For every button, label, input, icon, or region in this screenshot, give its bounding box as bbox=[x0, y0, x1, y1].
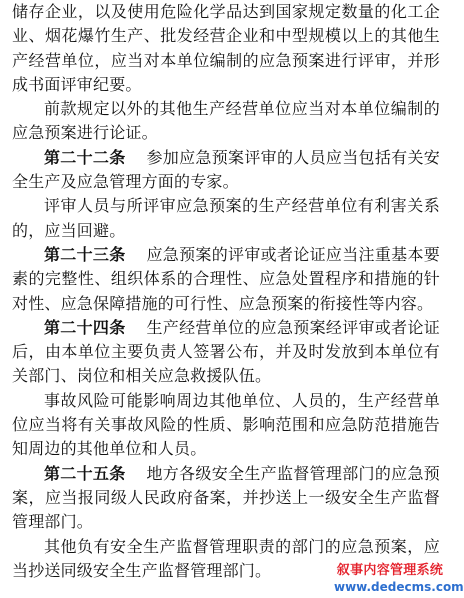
paragraph bbox=[12, 194, 440, 243]
watermark-title: 叙事内容管理系统 bbox=[336, 563, 444, 578]
paragraph-continuation bbox=[12, 0, 440, 97]
watermark-url: www.dedecms.com bbox=[334, 580, 464, 594]
article-number: 第二十五条 bbox=[44, 463, 126, 483]
article-number: 第二十四条 bbox=[44, 317, 126, 337]
paragraph-text: 前款规定以外的其他生产经营单位应当对本单位编制的应急预案进行论证。 bbox=[12, 99, 440, 143]
document-page bbox=[12, 0, 440, 583]
article-number: 第二十二条 bbox=[44, 147, 126, 167]
article-text: 参加应急预案评审的人员应当包括有关安全生产及应急管理方面的专家。 bbox=[12, 147, 440, 192]
article-24 bbox=[12, 316, 440, 389]
paragraph-text: 其他负有安全生产监督管理职责的部门的应急预案，应当抄送同级安全生产监督管理部门。 bbox=[12, 536, 440, 580]
article-25 bbox=[12, 462, 440, 535]
article-23 bbox=[12, 243, 440, 316]
article-text: 地方各级安全生产监督管理部门的应急预案，应当报同级人民政府备案，并抄送上一级安全生产监督管理部门。 bbox=[12, 463, 440, 532]
article-text: 应急预案的评审或者论证应当注重基本要素的完整性、组织体系的合理性、应急处置程序和措施的针对性、应急保障措施的可行性、应急预案的衔接性等内容。 bbox=[12, 244, 440, 313]
paragraph-text: 评审人员与所评审应急预案的生产经营单位有利害关系的，应当回避。 bbox=[12, 196, 440, 240]
paragraph-text: 储存企业，以及使用危险化学品达到国家规定数量的化工企业、烟花爆竹生产、批发经营企业和中型规模以上的其他生产经营单位，应当对本单位编制的应急预案进行评审，并形成书面评审纪要。 bbox=[12, 2, 440, 94]
article-22 bbox=[12, 146, 440, 195]
article-number: 第二十三条 bbox=[44, 244, 126, 264]
watermark bbox=[334, 562, 464, 596]
paragraph bbox=[12, 97, 440, 146]
article-text: 生产经营单位的应急预案经评审或者论证后，由本单位主要负责人签署公布，并及时发放到本单位有关部门、岗位和相关应急救援队伍。 bbox=[12, 317, 440, 386]
paragraph-text: 事故风险可能影响周边其他单位、人员的，生产经营单位应当将有关事故风险的性质、影响范围和应急防范措施告知周边的其他单位和人员。 bbox=[12, 390, 440, 459]
paragraph bbox=[12, 389, 440, 462]
